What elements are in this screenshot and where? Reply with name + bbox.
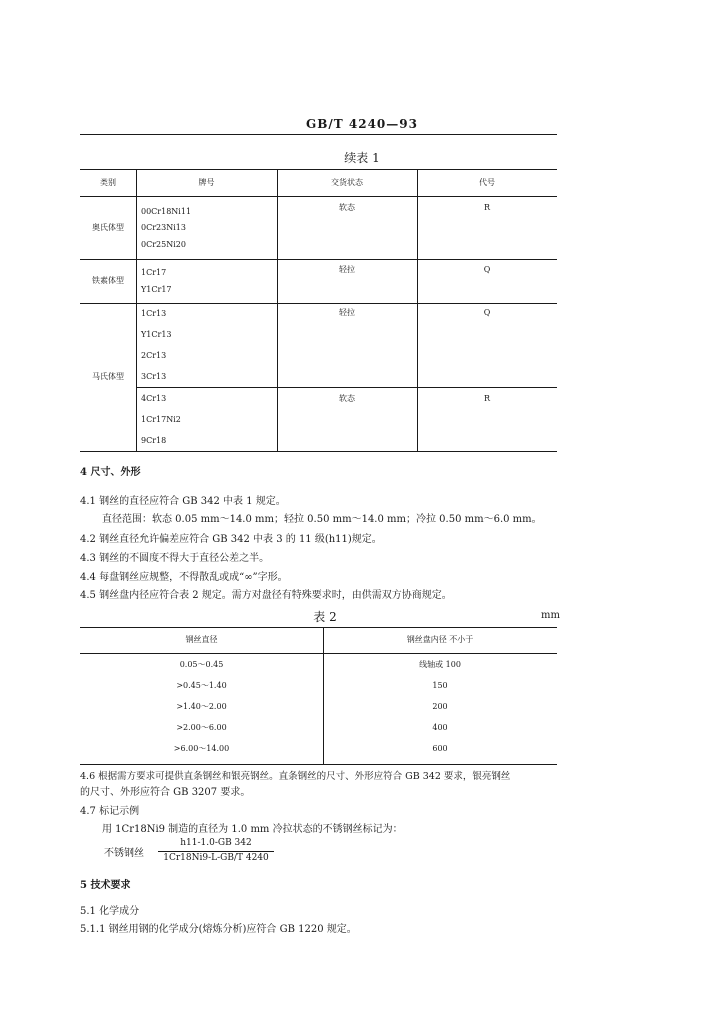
marking-label: 不锈钢丝 (104, 848, 144, 859)
standard-number-header: GB/T 4240—93 (306, 117, 418, 131)
table2-diameter: >6.00～14.00 (173, 744, 230, 753)
section-5-title: 5 技术要求 (80, 880, 131, 891)
table1-grade: 1Cr17Ni2 (141, 415, 181, 424)
table2-unit: mm (541, 610, 560, 621)
table1-state: 软态 (339, 394, 355, 403)
table2-coil-inner-diameter: 线轴或 100 (419, 660, 461, 669)
clause-4-6: 4.6 根据需方要求可提供直条钢丝和银亮钢丝。直条钢丝的尺寸、外形应符合 GB 342 要求，银亮钢丝 (80, 771, 511, 782)
clause-4-4: 4.4 每盘钢丝应规整，不得散乱或成“∞”字形。 (80, 572, 288, 583)
table2-header-diameter: 钢丝直径 (185, 635, 218, 644)
marking-numerator: h11-1.0-GB 342 (180, 838, 252, 848)
table1-grade: 2Cr13 (141, 351, 167, 360)
clause-4-6-cont: 的尺寸、外形应符合 GB 3207 要求。 (80, 787, 251, 798)
table2-caption: 表 2 (313, 610, 337, 624)
table1-grade: 1Cr17 (141, 268, 167, 277)
table1-state: 轻拉 (339, 308, 355, 317)
clause-4-1: 4.1 钢丝的直径应符合 GB 342 中表 1 规定。 (80, 496, 286, 507)
clause-4-7-text: 用 1Cr18Ni9 制造的直径为 1.0 mm 冷拉状态的不锈钢丝标记为： (102, 824, 403, 835)
table1-grade: 0Cr23Ni13 (141, 223, 186, 232)
table2-coil-inner-diameter: 150 (432, 681, 448, 690)
table1-caption: 续表 1 (344, 151, 380, 165)
table1-category: 铁素体型 (92, 276, 124, 285)
table1-state: 软态 (339, 203, 355, 212)
table1-state: 轻拉 (339, 265, 355, 274)
table1-grade: 00Cr18Ni11 (141, 207, 192, 216)
table1-grade: 1Cr13 (141, 309, 167, 318)
table1-header-state: 交货状态 (331, 178, 363, 187)
table2-diameter: >2.00～6.00 (176, 723, 227, 732)
table1-grade: 9Cr18 (141, 436, 167, 445)
clause-4-1-range: 直径范围：软态 0.05 mm～14.0 mm；轻拉 0.50 mm～14.0 mm；冷拉 0.50 mm～6.0 mm。 (102, 514, 542, 525)
table1-grade: 0Cr25Ni20 (141, 240, 186, 249)
table2-header-coil: 钢丝盘内径 不小于 (406, 635, 474, 644)
table2-diameter: 0.05～0.45 (179, 660, 224, 669)
table1-header-category: 类别 (100, 178, 116, 187)
table2-diameter: >0.45～1.40 (176, 681, 227, 690)
table1-category: 奥氏体型 (92, 223, 124, 232)
table1-code: R (483, 203, 491, 212)
clause-4-3: 4.3 钢丝的不圆度不得大于直径公差之半。 (80, 553, 270, 564)
table1-code: R (483, 394, 491, 403)
clause-5-1-1: 5.1.1 钢丝用钢的化学成分(熔炼分析)应符合 GB 1220 规定。 (80, 924, 357, 935)
table1-grade: Y1Cr13 (141, 330, 172, 339)
table2-coil-inner-diameter: 400 (432, 723, 448, 732)
marking-denominator: 1Cr18Ni9-L-GB/T 4240 (163, 853, 269, 863)
table1-code: Q (483, 308, 491, 317)
table1-category: 马氏体型 (92, 372, 124, 381)
table2-coil-inner-diameter: 200 (432, 702, 448, 711)
marking-fraction-bar (158, 851, 274, 852)
table1-code: Q (483, 265, 491, 274)
table1-grade: 3Cr13 (141, 372, 167, 381)
clause-5-1: 5.1 化学成分 (80, 906, 140, 917)
header-rule (80, 134, 557, 135)
section-4-title: 4 尺寸、外形 (80, 467, 141, 478)
clause-4-5: 4.5 钢丝盘内径应符合表 2 规定。需方对盘径有特殊要求时，由供需双方协商规定。 (80, 590, 452, 601)
table2-coil-inner-diameter: 600 (432, 744, 448, 753)
clause-4-2: 4.2 钢丝直径允许偏差应符合 GB 342 中表 3 的 11 级(h11)规定。 (80, 534, 382, 545)
table1-header-grade: 牌号 (198, 178, 215, 187)
table1-header-code: 代号 (479, 178, 495, 187)
table1-grade: 4Cr13 (141, 394, 167, 403)
table2-diameter: >1.40～2.00 (176, 702, 227, 711)
clause-4-7: 4.7 标记示例 (80, 806, 140, 817)
table1-grade: Y1Cr17 (141, 285, 172, 294)
